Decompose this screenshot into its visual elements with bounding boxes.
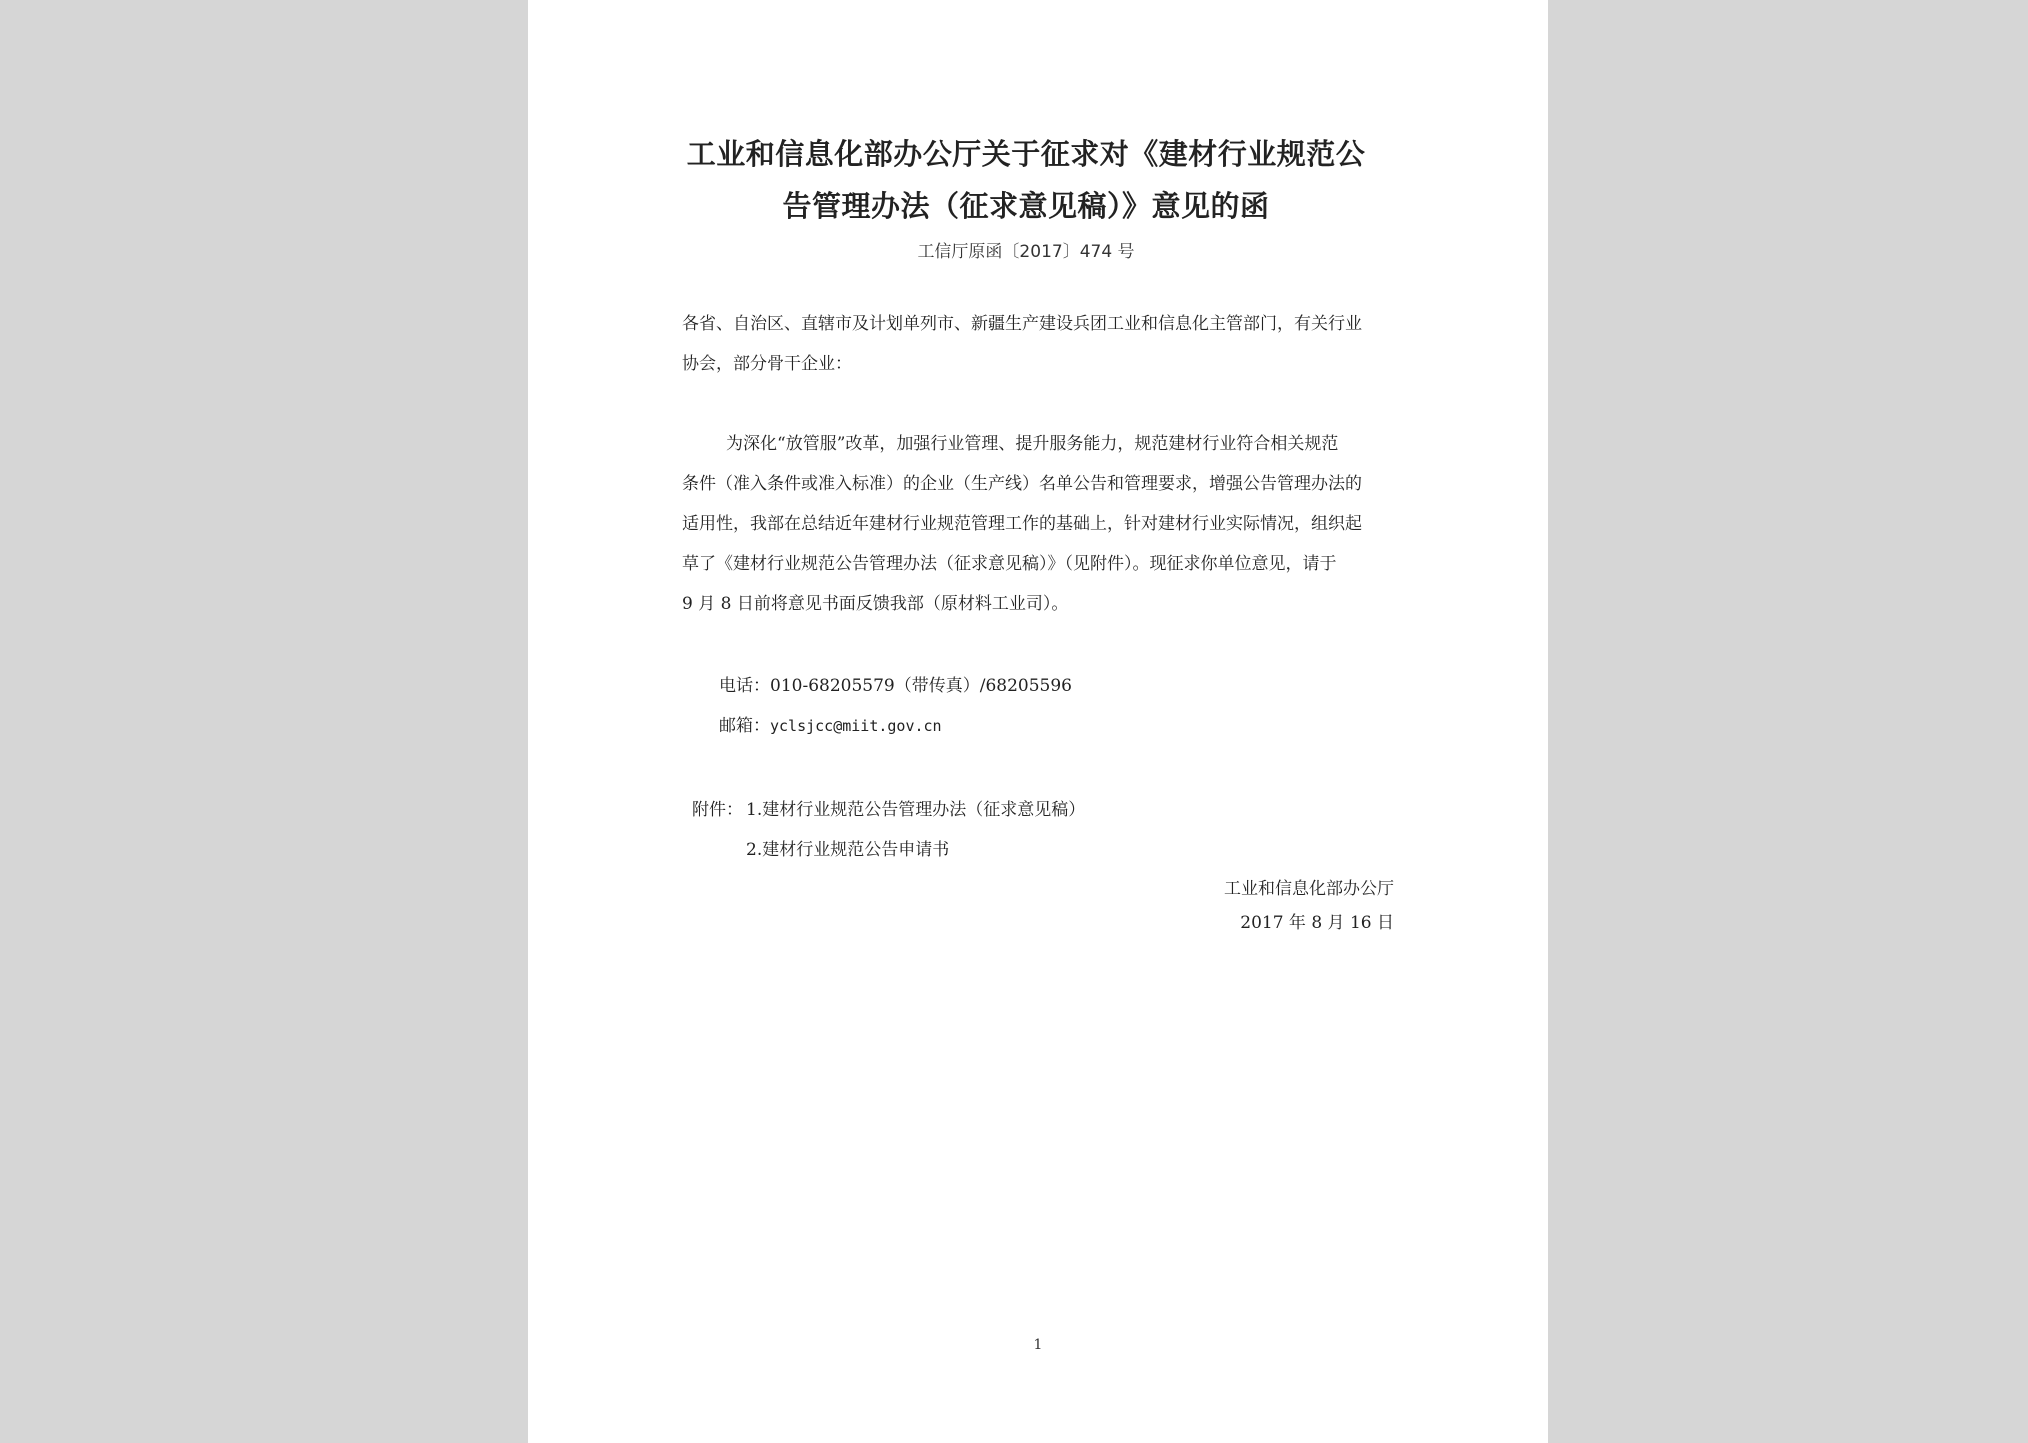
attachments-list	[692, 790, 1085, 870]
document-page	[528, 0, 1548, 1443]
email-label: 邮箱：	[719, 716, 770, 736]
body-paragraph	[682, 424, 1394, 624]
attachment-title: 2.建材行业规范公告申请书	[746, 840, 950, 860]
document-title	[670, 128, 1382, 232]
body-line: 9 月 8 日前将意见书面反馈我部（原材料工业司）。	[682, 594, 1069, 614]
signature-date: 2017 年 8 月 16 日	[1240, 913, 1394, 933]
body-line: 条件（准入条件或准入标准）的企业（生产线）名单公告和管理要求，增强公告管理办法的	[682, 474, 1362, 494]
addressee	[682, 304, 1394, 384]
attachment-item	[692, 830, 1085, 870]
signature-organization: 工业和信息化部办公厅	[1224, 879, 1394, 899]
phone-contact	[719, 671, 1072, 701]
email-contact	[719, 711, 942, 741]
attachments-label: 附件：	[692, 800, 743, 820]
attachment-item	[692, 790, 1085, 830]
title-line: 工业和信息化部办公厅关于征求对《建材行业规范公	[686, 137, 1366, 171]
body-line: 为深化“放管服”改革，加强行业管理、提升服务能力，规范建材行业符合相关规范	[726, 434, 1339, 454]
signature-block	[1224, 872, 1394, 940]
title-line: 告管理办法（征求意见稿）》意见的函	[782, 189, 1270, 223]
phone-value: 010-68205579（带传真）/68205596	[770, 676, 1072, 696]
body-line: 草了《建材行业规范公告管理办法（征求意见稿）》（见附件）。现征求你单位意见，请于	[682, 554, 1337, 574]
body-line: 适用性，我部在总结近年建材行业规范管理工作的基础上，针对建材行业实际情况，组织起	[682, 514, 1362, 534]
addressee-line: 各省、自治区、直辖市及计划单列市、新疆生产建设兵团工业和信息化主管部门，有关行业	[682, 314, 1362, 334]
document-number: 工信厅原函〔2017〕474 号	[917, 242, 1135, 262]
addressee-line: 协会，部分骨干企业：	[682, 354, 852, 374]
attachment-title: 1.建材行业规范公告管理办法（征求意见稿）	[746, 800, 1086, 820]
email-value: yclsjcc@miit.gov.cn	[770, 717, 942, 735]
page-number: 1	[1033, 1337, 1043, 1353]
phone-label: 电话：	[719, 676, 770, 696]
